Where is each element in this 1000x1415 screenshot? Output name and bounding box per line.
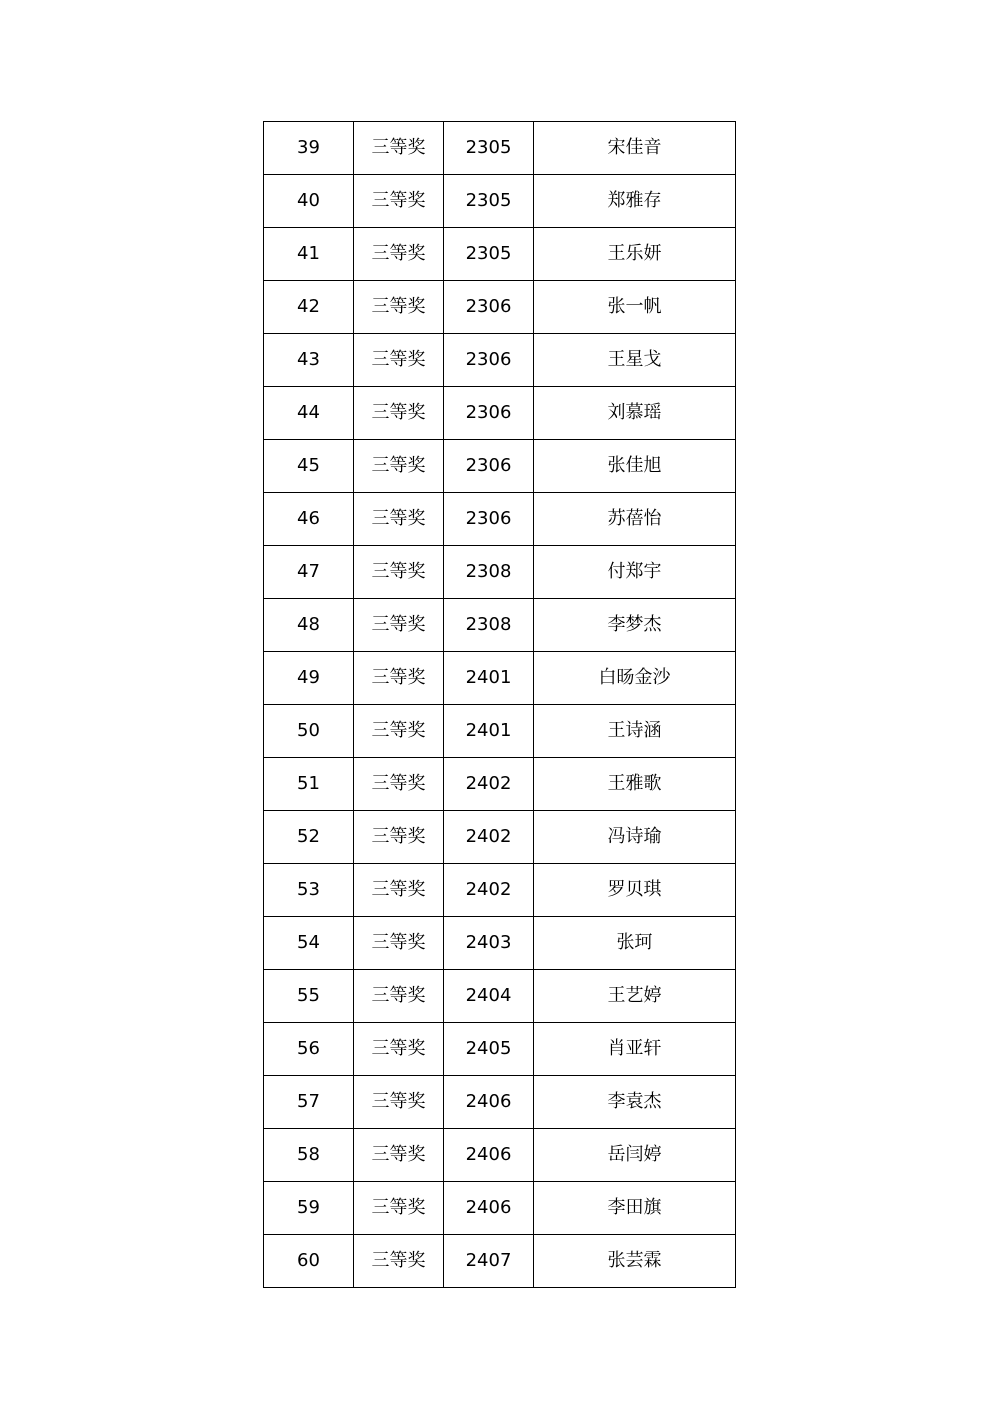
row-number: 58 (264, 1129, 354, 1182)
award-level: 三等奖 (354, 493, 444, 546)
row-number: 53 (264, 864, 354, 917)
award-level: 三等奖 (354, 281, 444, 334)
award-level: 三等奖 (354, 811, 444, 864)
class-number: 2308 (444, 599, 534, 652)
table-row (264, 440, 736, 493)
class-number: 2306 (444, 440, 534, 493)
award-level: 三等奖 (354, 387, 444, 440)
award-list-table (263, 121, 736, 1288)
student-name: 王雅歌 (534, 758, 736, 811)
award-level: 三等奖 (354, 440, 444, 493)
table-row (264, 334, 736, 387)
award-level: 三等奖 (354, 1076, 444, 1129)
table-row (264, 122, 736, 175)
award-level: 三等奖 (354, 1023, 444, 1076)
class-number: 2401 (444, 652, 534, 705)
table-row (264, 387, 736, 440)
student-name: 付郑宇 (534, 546, 736, 599)
class-number: 2305 (444, 228, 534, 281)
table-row (264, 811, 736, 864)
row-number: 55 (264, 970, 354, 1023)
award-level: 三等奖 (354, 599, 444, 652)
row-number: 51 (264, 758, 354, 811)
award-level: 三等奖 (354, 175, 444, 228)
class-number: 2405 (444, 1023, 534, 1076)
award-level: 三等奖 (354, 917, 444, 970)
class-number: 2306 (444, 493, 534, 546)
class-number: 2305 (444, 122, 534, 175)
student-name: 王诗涵 (534, 705, 736, 758)
row-number: 39 (264, 122, 354, 175)
class-number: 2404 (444, 970, 534, 1023)
student-name: 刘慕瑶 (534, 387, 736, 440)
row-number: 48 (264, 599, 354, 652)
award-level: 三等奖 (354, 1235, 444, 1288)
student-name: 王乐妍 (534, 228, 736, 281)
table-row (264, 493, 736, 546)
table-row (264, 1023, 736, 1076)
student-name: 郑雅存 (534, 175, 736, 228)
table-row (264, 281, 736, 334)
class-number: 2306 (444, 334, 534, 387)
table-row (264, 652, 736, 705)
class-number: 2402 (444, 811, 534, 864)
row-number: 57 (264, 1076, 354, 1129)
table-row (264, 1076, 736, 1129)
award-level: 三等奖 (354, 705, 444, 758)
row-number: 59 (264, 1182, 354, 1235)
student-name: 李梦杰 (534, 599, 736, 652)
class-number: 2402 (444, 864, 534, 917)
award-level: 三等奖 (354, 122, 444, 175)
row-number: 42 (264, 281, 354, 334)
table-row (264, 758, 736, 811)
row-number: 52 (264, 811, 354, 864)
student-name: 李田旗 (534, 1182, 736, 1235)
award-level: 三等奖 (354, 228, 444, 281)
row-number: 43 (264, 334, 354, 387)
award-level: 三等奖 (354, 864, 444, 917)
award-level: 三等奖 (354, 334, 444, 387)
student-name: 张珂 (534, 917, 736, 970)
row-number: 50 (264, 705, 354, 758)
student-name: 李袁杰 (534, 1076, 736, 1129)
row-number: 47 (264, 546, 354, 599)
student-name: 王艺婷 (534, 970, 736, 1023)
row-number: 45 (264, 440, 354, 493)
award-level: 三等奖 (354, 758, 444, 811)
student-name: 张佳旭 (534, 440, 736, 493)
class-number: 2306 (444, 387, 534, 440)
award-list-body (264, 122, 736, 1288)
table-row (264, 546, 736, 599)
class-number: 2402 (444, 758, 534, 811)
student-name: 宋佳音 (534, 122, 736, 175)
student-name: 张芸霖 (534, 1235, 736, 1288)
student-name: 岳闫婷 (534, 1129, 736, 1182)
class-number: 2406 (444, 1129, 534, 1182)
row-number: 44 (264, 387, 354, 440)
row-number: 46 (264, 493, 354, 546)
class-number: 2403 (444, 917, 534, 970)
row-number: 40 (264, 175, 354, 228)
class-number: 2406 (444, 1182, 534, 1235)
table-row (264, 1182, 736, 1235)
student-name: 张一帆 (534, 281, 736, 334)
row-number: 60 (264, 1235, 354, 1288)
row-number: 49 (264, 652, 354, 705)
table-row (264, 228, 736, 281)
table-row (264, 1129, 736, 1182)
student-name: 冯诗瑜 (534, 811, 736, 864)
class-number: 2401 (444, 705, 534, 758)
row-number: 56 (264, 1023, 354, 1076)
class-number: 2308 (444, 546, 534, 599)
row-number: 41 (264, 228, 354, 281)
student-name: 王星戈 (534, 334, 736, 387)
class-number: 2406 (444, 1076, 534, 1129)
table-row (264, 705, 736, 758)
table-row (264, 1235, 736, 1288)
award-level: 三等奖 (354, 970, 444, 1023)
award-level: 三等奖 (354, 546, 444, 599)
row-number: 54 (264, 917, 354, 970)
student-name: 罗贝琪 (534, 864, 736, 917)
student-name: 苏蓓怡 (534, 493, 736, 546)
class-number: 2305 (444, 175, 534, 228)
table-row (264, 599, 736, 652)
table-row (264, 864, 736, 917)
student-name: 肖亚轩 (534, 1023, 736, 1076)
student-name: 白旸金沙 (534, 652, 736, 705)
table-row (264, 175, 736, 228)
award-level: 三等奖 (354, 1182, 444, 1235)
class-number: 2407 (444, 1235, 534, 1288)
table-row (264, 917, 736, 970)
class-number: 2306 (444, 281, 534, 334)
award-level: 三等奖 (354, 1129, 444, 1182)
table-row (264, 970, 736, 1023)
award-level: 三等奖 (354, 652, 444, 705)
